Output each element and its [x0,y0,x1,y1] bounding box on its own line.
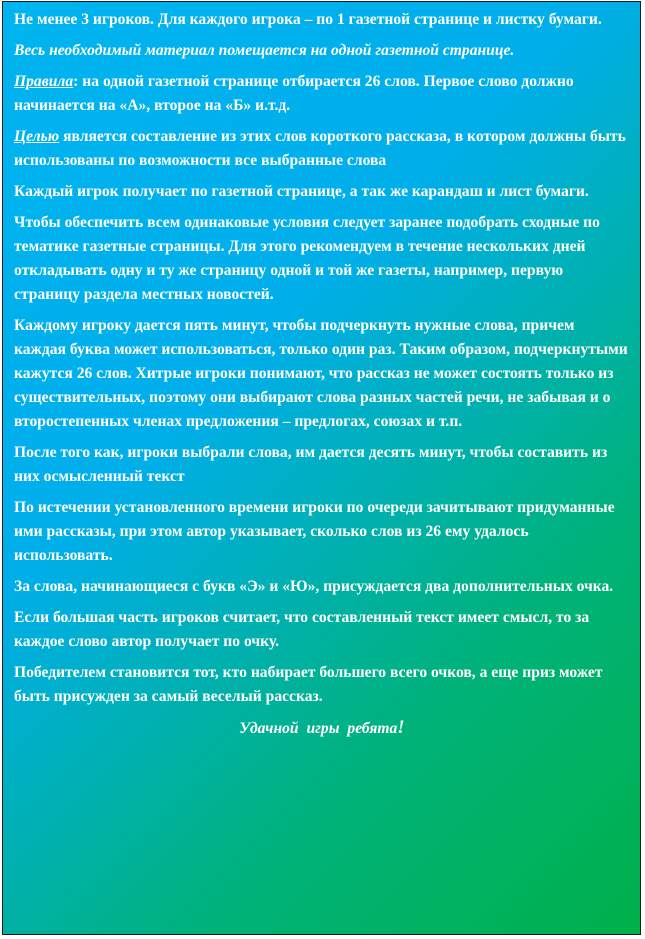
goal-lead: Целью [14,128,60,145]
preparation-paragraph: Чтобы обеспечить всем одинаковые условия следует заранее подобрать сходные по тематике газетные страницы. Для этого рекомендуем в течение нескольких дней откладывать одну и ту же страницу одной и той же газеты, например, первую страницу раздела местных новостей. [14,214,600,303]
scoring-paragraph: Если большая часть игроков считает, что составленный текст имеет смысл, то за каждое слово автор получает по очку. [14,609,590,650]
closing-wish [14,716,630,741]
goal-text: является составление из этих слов короткого рассказа, в котором должны быть использованы по возможности все выбранные слова [14,128,626,169]
rules-lead: Правила [14,73,74,90]
rules-text: : на одной газетной странице отбирается 26 слов. Первое слово должно начинается на «А», второе на «Б» и.т.д. [14,73,574,114]
winner-paragraph: Победителем становится тот, кто набирает большего всего очков, а еще приз может быть присужден за самый веселый рассказ. [14,664,603,705]
rules-paragraph [14,70,630,118]
materials-note: Весь необходимый материал помещается на одной газетной странице. [14,42,515,59]
selection-paragraph: Каждому игроку дается пять минут, чтобы подчеркнуть нужные слова, причем каждая буква может использоваться, только один раз. Таким образом, подчеркнутыми кажутся 26 слов. Хитрые игроки понимают, что рассказ не может состоять только из существительных, поэтому они выбирают слова разных частей речи, не забывая и о второстепенных членах предложения – предлогах, союзах и т.п. [14,317,628,430]
reading-paragraph: По истечении установленного времени игроки по очереди зачитывают придуманные ими рассказы, при этом автор указывает, сколько слов из 26 ему удалось использовать. [14,499,615,564]
goal-paragraph [14,125,630,173]
closing-exclamation: ! [397,717,405,738]
closing-text: Удачной игры ребята [239,720,398,737]
game-rules-card [2,1,641,935]
supplies-paragraph: Каждый игрок получает по газетной странице, а так же карандаш и лист бумаги. [14,183,589,200]
composition-paragraph: После того как, игроки выбрали слова, им дается десять минут, чтобы составить из них осмысленный текст [14,444,608,485]
players-requirement: Не менее 3 игроков. Для каждого игрока – по 1 газетной странице и листку бумаги. [14,11,602,28]
bonus-paragraph: За слова, начинающиеся с букв «Э» и «Ю», присуждается два дополнительных очка. [14,578,614,595]
